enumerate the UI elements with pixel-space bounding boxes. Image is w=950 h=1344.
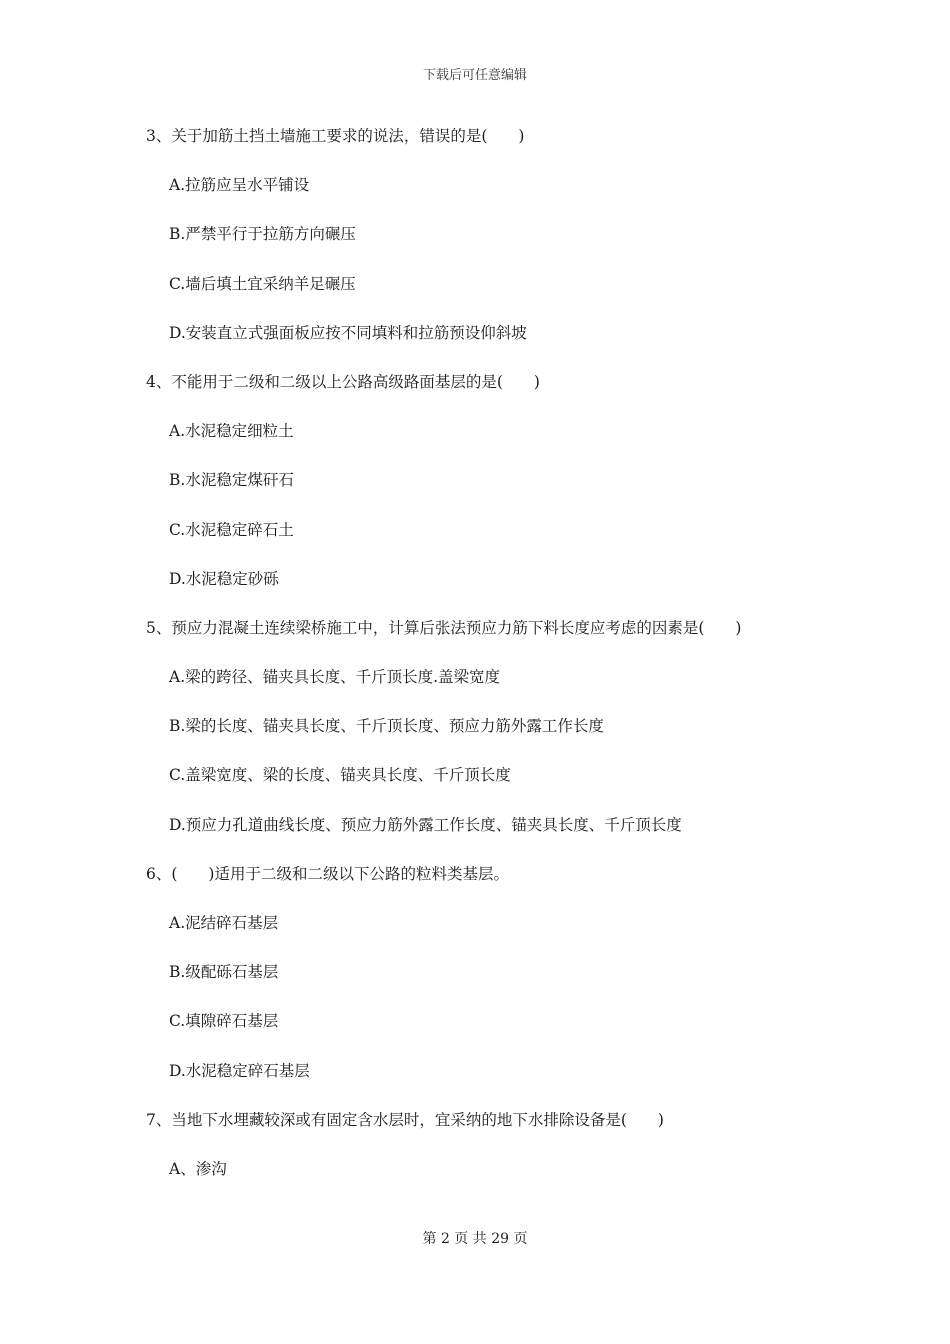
page-header: 下载后可任意编辑 bbox=[422, 68, 527, 83]
question-5-option-c: C.盖梁宽度、梁的长度、锚夹具长度、千斤顶长度 bbox=[169, 766, 511, 785]
question-7-stem: 7、当地下水埋藏较深或有固定含水层时，宜采纳的地下水排除设备是( ) bbox=[146, 1110, 664, 1129]
question-3-option-a: A.拉筋应呈水平铺设 bbox=[169, 176, 310, 195]
question-4-stem: 4、不能用于二级和二级以上公路高级路面基层的是( ) bbox=[146, 372, 540, 391]
question-6-option-a: A.泥结碎石基层 bbox=[169, 914, 279, 932]
question-4-option-b: B.水泥稳定煤矸石 bbox=[169, 471, 294, 490]
question-5-option-d: D.预应力孔道曲线长度、预应力筋外露工作长度、锚夹具长度、千斤顶长度 bbox=[169, 815, 682, 834]
question-5-stem: 5、预应力混凝土连续梁桥施工中，计算后张法预应力筋下料长度应考虑的因素是( ) bbox=[146, 618, 742, 637]
question-3-option-c: C.墙后填土宜采纳羊足碾压 bbox=[169, 274, 356, 293]
question-3-option-b: B.严禁平行于拉筋方向碾压 bbox=[169, 225, 356, 244]
question-4-option-a: A.水泥稳定细粒土 bbox=[169, 422, 294, 441]
question-list bbox=[146, 124, 866, 1206]
question-4-option-d: D.水泥稳定砂砾 bbox=[169, 569, 279, 588]
question-6-option-d: D.水泥稳定碎石基层 bbox=[169, 1061, 310, 1080]
question-3-stem: 3、关于加筋土挡土墙施工要求的说法，错误的是( ) bbox=[146, 127, 525, 145]
page-footer: 第 2 页 共 29 页 bbox=[422, 1231, 528, 1247]
question-4-option-c: C.水泥稳定碎石土 bbox=[169, 520, 294, 539]
question-6-option-c: C.填隙碎石基层 bbox=[169, 1012, 279, 1031]
question-5-option-b: B.梁的长度、锚夹具长度、千斤顶长度、预应力筋外露工作长度 bbox=[169, 717, 604, 736]
question-5-option-a: A.梁的跨径、锚夹具长度、千斤顶长度.盖梁宽度 bbox=[169, 668, 501, 687]
question-6-stem: 6、( )适用于二级和二级以下公路的粒料类基层。 bbox=[146, 864, 509, 883]
question-6-option-b: B.级配砾石基层 bbox=[169, 963, 279, 982]
question-7-option-a: A、渗沟 bbox=[169, 1159, 227, 1178]
question-3-option-d: D.安装直立式强面板应按不同填料和拉筋预设仰斜坡 bbox=[169, 323, 527, 342]
